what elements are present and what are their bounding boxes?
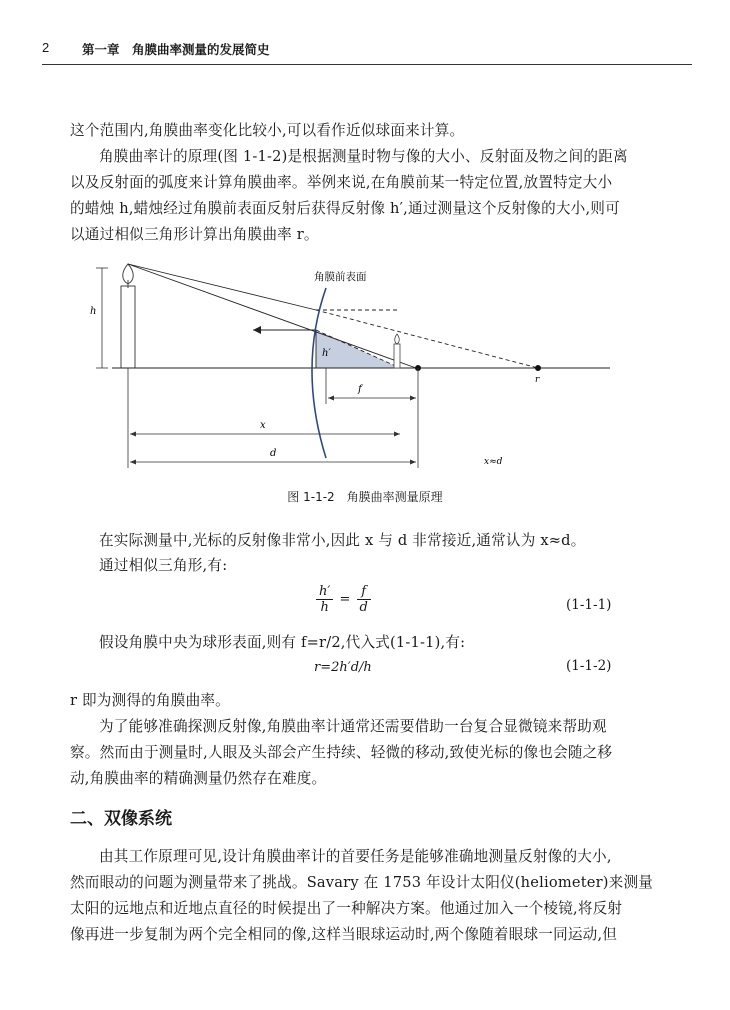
ray-to-focal xyxy=(128,264,416,368)
text-line: 以及反射面的弧度来计算角膜曲率。举例来说,在角膜前某一特定位置,放置特定大小 xyxy=(70,174,613,191)
cornea-surface-curve xyxy=(312,288,326,458)
arrow-head-icon xyxy=(253,326,261,334)
paragraph-assumption: 假设角膜中央为球形表面,则有 f=r/2,代入式(1-1-1),有: xyxy=(99,634,466,651)
label-h-prime: h′ xyxy=(322,348,331,359)
figure-caption: 图 1-1-2 角膜曲率测量原理 xyxy=(287,490,443,504)
page-number: 2 xyxy=(42,40,50,55)
label-h: h xyxy=(90,306,97,317)
text-line: 像再进一步复制为两个完全相同的像,这样当眼球运动时,两个像随着眼球一同运动,但 xyxy=(70,926,618,943)
text-line: 动,角膜曲率的精确测量仍然存在难度。 xyxy=(70,770,327,787)
paragraph-1: 这个范围内,角膜曲率变化比较小,可以看作近似球面来计算。 xyxy=(70,122,465,139)
page-header xyxy=(42,40,692,62)
paragraph-result: r 即为测得的角膜曲率。 xyxy=(70,692,230,709)
paragraph-difficulty xyxy=(70,714,630,792)
equation-1-number: (1-1-1) xyxy=(566,597,612,613)
label-surface: 角膜前表面 xyxy=(314,271,367,283)
equation-2-number: (1-1-2) xyxy=(566,658,612,674)
text-line: 以通过相似三角形计算出角膜曲率 r。 xyxy=(70,226,319,243)
chapter-title: 第一章 角膜曲率测量的发展简史 xyxy=(82,42,270,57)
candle-icon xyxy=(121,264,135,368)
header-rule xyxy=(42,64,692,65)
text-line: 为了能够准确探测反射像,角膜曲率计通常还需要借助一台复合显微镜来帮助观 xyxy=(99,718,607,735)
text-line: 的蜡烛 h,蜡烛经过角膜前表面反射后获得反射像 h′,通过测量这个反射像的大小,则可 xyxy=(70,200,620,217)
paragraph-similar-triangles: 通过相似三角形,有: xyxy=(99,557,228,574)
paragraph-principle xyxy=(70,144,630,248)
text-line: 太阳的远地点和近地点直径的时候提出了一种解决方案。他通过加入一个棱镜,将反射 xyxy=(70,900,623,917)
center-point-r xyxy=(535,365,541,371)
label-r: r xyxy=(535,375,540,385)
text-line: 然而眼动的问题为测量带来了挑战。Savary 在 1753 年设计太阳仪(heliometer)来测量 xyxy=(70,874,654,891)
image-candle-icon xyxy=(394,334,400,368)
label-approx: x≈d xyxy=(484,457,503,467)
paragraph-measurement: 在实际测量中,光标的反射像非常小,因此 x 与 d 非常接近,通常认为 x≈d。 xyxy=(99,532,586,549)
label-x: x xyxy=(260,420,266,431)
label-f: f xyxy=(358,384,362,395)
text-line: 由其工作原理可见,设计角膜曲率计的首要任务是能够准确地测量反射像的大小, xyxy=(99,848,612,865)
text-line: 察。然而由于测量时,人眼及头部会产生持续、轻微的移动,致使光标的像也会随之移 xyxy=(70,744,613,761)
text-line: 角膜曲率计的原理(图 1-1-2)是根据测量时物与像的大小、反射面及物之间的距离 xyxy=(99,148,628,165)
paragraph-double-image xyxy=(70,844,654,948)
keratometry-diagram xyxy=(88,258,618,478)
equation-2: r=2h′d/h xyxy=(314,660,372,675)
ray-to-surface xyxy=(128,264,316,310)
label-d: d xyxy=(270,448,277,459)
section-heading: 二、双像系统 xyxy=(70,809,172,829)
equation-1: $\frac{h'}{h}$ = $\frac{f}{d}$ xyxy=(316,584,371,615)
